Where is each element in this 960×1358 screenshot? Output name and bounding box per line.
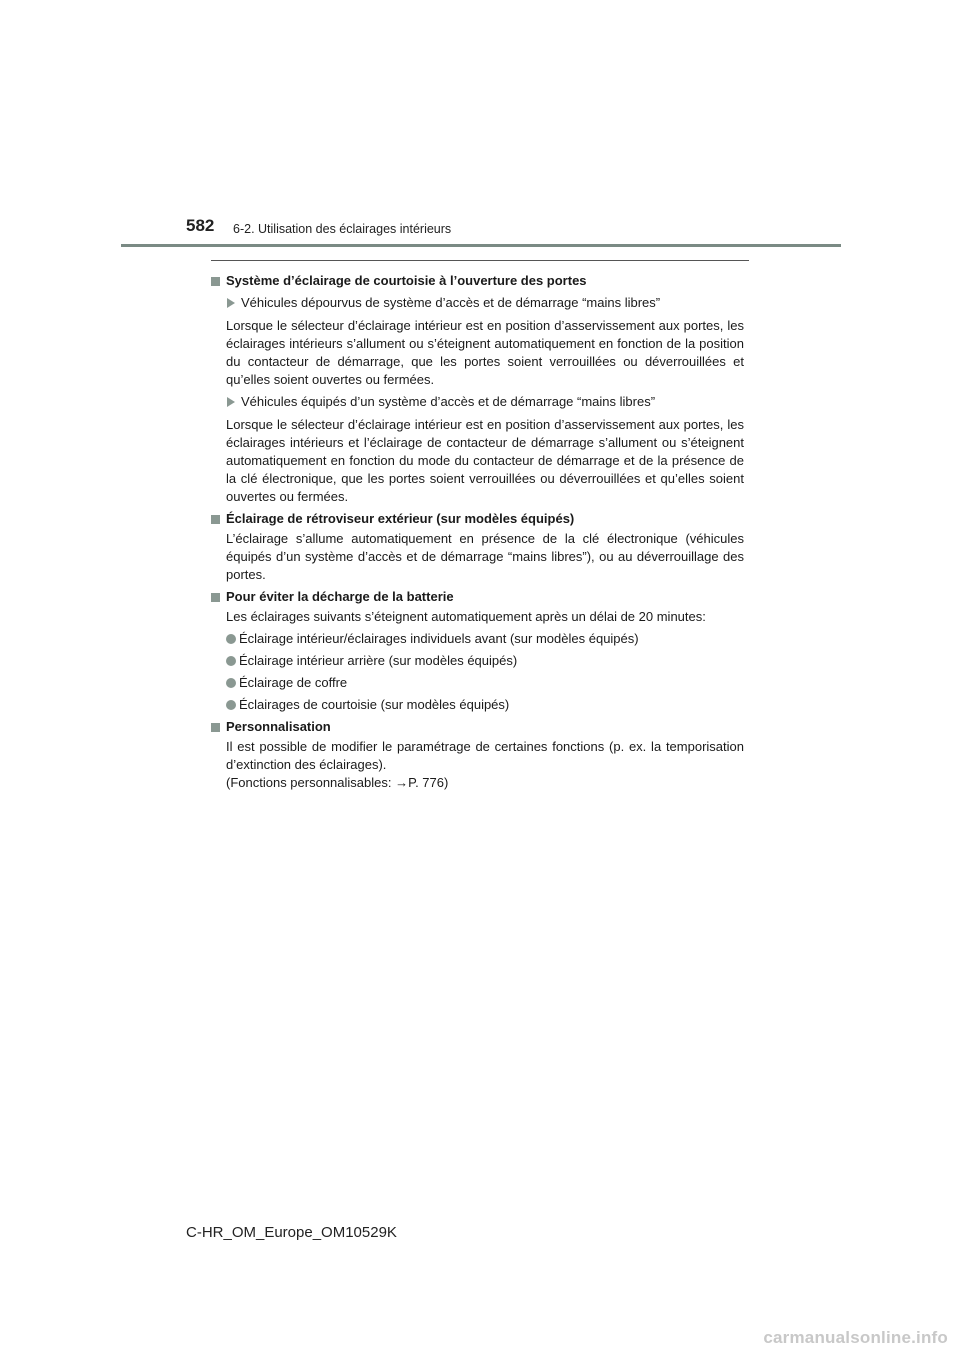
- paragraph: Les éclairages suivants s’éteignent automatiquement après un délai de 20 minutes:: [226, 609, 706, 624]
- subheading-with-smart-entry: Véhicules équipés d’un système d’accès et de démarrage “mains libres”: [211, 393, 744, 411]
- list-item: Éclairage intérieur arrière (sur modèles équipés): [211, 652, 744, 670]
- page-reference-link[interactable]: (Fonctions personnalisables: →P. 776): [226, 775, 449, 790]
- watermark: carmanualsonline.info: [763, 1328, 948, 1347]
- circle-bullet-icon: [226, 634, 236, 644]
- paragraph: Lorsque le sélecteur d’éclairage intérieur est en position d’asservissement aux portes, les éclairages intérieurs et l’éclairage de contacteur de démarrage s’allument ou s’éteignent automatiquement en fonction du mode du contacteur de démarrage et de la présence de la clé électronique, que les portes soient verrouillées ou déverrouillées et qu’elles soient ouvertes ou fermées.: [226, 417, 744, 504]
- subheading-without-smart-entry: Véhicules dépourvus de système d’accès et de démarrage “mains libres”: [211, 294, 744, 312]
- heading-customization: Personnalisation: [211, 718, 744, 736]
- paragraph: Lorsque le sélecteur d’éclairage intérieur est en position d’asservissement aux portes, les éclairages intérieurs s’allument ou s’éteignent automatiquement en fonction de la position du contacteur de démarrage, que les portes soient verrouillées ou déverrouillées et qu’elles soient ouvertes ou fermées.: [226, 318, 744, 387]
- list-item: Éclairage de coffre: [211, 674, 744, 692]
- content: [211, 268, 744, 796]
- section-title: 6-2. Utilisation des éclairages intérieurs: [233, 222, 452, 236]
- triangle-bullet-icon: [227, 397, 235, 407]
- heading-courtesy-lighting: Système d’éclairage de courtoisie à l’ouverture des portes: [211, 272, 744, 290]
- heading-mirror-lighting: Éclairage de rétroviseur extérieur (sur modèles équipés): [211, 510, 744, 528]
- square-bullet-icon: [211, 593, 220, 602]
- square-bullet-icon: [211, 277, 220, 286]
- paragraph: L’éclairage s’allume automatiquement en présence de la clé électronique (véhicules équipés d’un système d’accès et de démarrage “mains libres”), ou au déverrouillage des portes.: [226, 531, 744, 582]
- triangle-bullet-icon: [227, 298, 235, 308]
- circle-bullet-icon: [226, 656, 236, 666]
- square-bullet-icon: [211, 723, 220, 732]
- circle-bullet-icon: [226, 700, 236, 710]
- circle-bullet-icon: [226, 678, 236, 688]
- square-bullet-icon: [211, 515, 220, 524]
- header-rule: [121, 244, 841, 247]
- heading-battery-saver: Pour éviter la décharge de la batterie: [211, 588, 744, 606]
- list-item: Éclairage intérieur/éclairages individuels avant (sur modèles équipés): [211, 630, 744, 648]
- list-item: Éclairages de courtoisie (sur modèles équipés): [211, 696, 744, 714]
- document-code: C-HR_OM_Europe_OM10529K: [186, 1224, 397, 1241]
- page-number: 582: [186, 216, 215, 235]
- content-top-rule: [211, 260, 749, 261]
- paragraph: Il est possible de modifier le paramétrage de certaines fonctions (p. ex. la temporisation d’extinction des éclairages).: [226, 739, 744, 772]
